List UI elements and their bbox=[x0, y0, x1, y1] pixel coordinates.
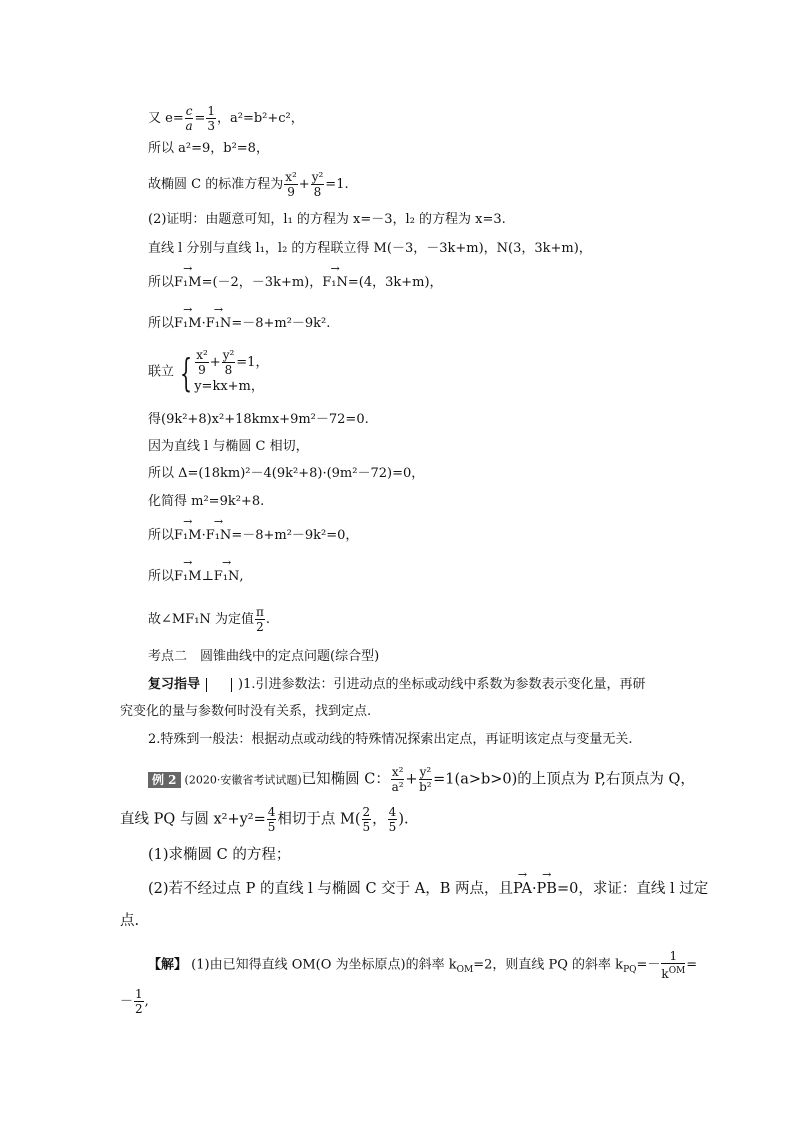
denominator: 8 bbox=[224, 363, 233, 377]
text: =1(a>b>0)的上顶点为 P,右顶点为 Q， bbox=[433, 771, 695, 788]
text: =1， bbox=[236, 355, 269, 370]
fraction bbox=[284, 170, 298, 199]
text: =－8+m²－9k²=0， bbox=[231, 528, 359, 543]
question-2 bbox=[148, 880, 708, 898]
superscript: OM bbox=[668, 966, 686, 976]
text: = bbox=[686, 957, 698, 973]
subscript: PQ bbox=[623, 965, 637, 976]
text: ， bbox=[372, 811, 387, 828]
solution-line bbox=[120, 987, 149, 1016]
text: , bbox=[239, 569, 244, 584]
question-1: (1)求椭圆 C 的方程； bbox=[148, 847, 291, 863]
denominator: 5 bbox=[267, 820, 276, 834]
denominator: 9 bbox=[198, 363, 206, 377]
text: 所以 bbox=[148, 528, 175, 543]
denominator: a² bbox=[391, 780, 404, 794]
example-line bbox=[120, 805, 409, 834]
vector: → F₁N bbox=[206, 315, 232, 333]
numerator: 1 bbox=[661, 949, 685, 964]
text-line: 因为直线 l 与椭圆 C 相切， bbox=[148, 439, 309, 454]
text: =2，则直线 PQ 的斜率 k bbox=[473, 957, 624, 973]
text: =－ bbox=[636, 957, 661, 973]
system-line: y=kx+m， bbox=[194, 379, 264, 394]
text-line bbox=[148, 274, 443, 292]
vector: → PA bbox=[513, 880, 532, 898]
denominator bbox=[661, 964, 685, 981]
denominator: 8 bbox=[313, 185, 322, 199]
text-line bbox=[148, 676, 646, 694]
text: )1.引进参数法：引进动点的坐标或动线中系数为参数表示变化量，再研 bbox=[238, 677, 646, 692]
system-lines bbox=[194, 348, 268, 397]
numerator: x² bbox=[285, 170, 297, 184]
text: ). bbox=[398, 811, 409, 828]
numerator: 4 bbox=[388, 805, 397, 819]
vector: → F₁M bbox=[174, 315, 202, 333]
text: 所以 bbox=[148, 316, 175, 331]
text-line bbox=[148, 315, 330, 333]
text: =0，求证：直线 l 过定 bbox=[556, 881, 709, 897]
text: 故椭圆 C 的标准方程为 bbox=[148, 177, 284, 192]
example-tag: 例 2 bbox=[148, 772, 181, 788]
numerator: 2 bbox=[362, 805, 371, 819]
fraction bbox=[222, 348, 236, 377]
fraction bbox=[419, 765, 433, 794]
numerator: π bbox=[255, 605, 264, 619]
vector: → F₁M bbox=[174, 274, 202, 292]
text: 故∠MF₁N 为定值 bbox=[148, 612, 254, 627]
text-line: 2.特殊到一般法：根据动点或动线的特殊情况探索出定点，再证明该定点与变量无关. bbox=[148, 732, 633, 747]
denominator: 3 bbox=[207, 119, 215, 133]
vector: → PB bbox=[537, 880, 557, 898]
denominator: 2 bbox=[256, 620, 264, 634]
vector: → F₁M bbox=[174, 527, 202, 545]
example-source: (2020·安徽省考试试题) bbox=[184, 773, 302, 787]
numerator: 4 bbox=[267, 805, 276, 819]
vector: → F₁N bbox=[206, 527, 232, 545]
numerator: y² bbox=[222, 348, 235, 362]
fraction bbox=[185, 104, 194, 133]
fraction bbox=[267, 805, 277, 834]
numerator: 1 bbox=[207, 104, 215, 118]
denominator: b² bbox=[419, 780, 432, 794]
fraction bbox=[391, 765, 405, 794]
brace: { bbox=[180, 350, 193, 395]
text: 联立 bbox=[148, 364, 175, 380]
denominator: 9 bbox=[287, 185, 295, 199]
numerator: y² bbox=[419, 765, 432, 779]
fraction bbox=[661, 949, 685, 981]
vector: → F₁N bbox=[322, 274, 348, 292]
text: =－8+m²－9k². bbox=[231, 316, 331, 331]
text: + bbox=[405, 771, 418, 788]
system-line bbox=[194, 348, 268, 377]
text: 直线 PQ 与圆 x²+y²= bbox=[120, 811, 266, 828]
text: + bbox=[298, 177, 310, 192]
text-line: 得(9k²+8)x²+18kmx+9m²－72=0. bbox=[148, 412, 369, 427]
text-line: 直线 l 分别与直线 l₁，l₂ 的方程联立得 M(－3，－3k+m)，N(3，3k+m)， bbox=[148, 241, 592, 256]
text: · bbox=[201, 528, 206, 543]
vector: → F₁N bbox=[214, 568, 240, 586]
text: ，a²=b²+c²， bbox=[217, 111, 304, 126]
text: · bbox=[531, 881, 537, 897]
text: － bbox=[120, 994, 134, 1009]
fraction bbox=[195, 348, 209, 377]
text-line: 所以 a²=9，b²=8， bbox=[148, 141, 269, 156]
fraction bbox=[362, 805, 372, 834]
equation-system bbox=[148, 348, 268, 397]
section-title: 考点二 圆锥曲线中的定点问题(综合型) bbox=[148, 649, 380, 664]
text-line bbox=[148, 104, 304, 133]
guide-label: 复习指导 bbox=[148, 677, 201, 692]
text: =(4，3k+m)， bbox=[347, 275, 443, 290]
text-line bbox=[148, 527, 358, 545]
text-line: (2)证明：由题意可知，l₁ 的方程为 x=－3，l₂ 的方程为 x=3. bbox=[148, 212, 506, 227]
text: 已知椭圆 C： bbox=[301, 771, 390, 788]
text: · bbox=[201, 316, 206, 331]
text: + bbox=[209, 355, 221, 370]
text-line bbox=[148, 605, 270, 634]
denominator-text: k bbox=[661, 967, 669, 981]
text: ⊥ bbox=[201, 569, 214, 584]
text: =(－2，－3k+m)， bbox=[201, 275, 323, 290]
text: . bbox=[265, 612, 270, 627]
question-2-cont: 点. bbox=[120, 913, 140, 929]
bracket-box bbox=[206, 678, 232, 692]
text-line bbox=[148, 568, 244, 586]
text: 所以 bbox=[148, 275, 175, 290]
numerator: x² bbox=[196, 348, 208, 362]
text: = bbox=[194, 111, 206, 126]
denominator: a bbox=[185, 119, 193, 133]
text: (2)若不经过点 P 的直线 l 与椭圆 C 交于 A，B 两点，且 bbox=[148, 881, 514, 897]
text-line bbox=[148, 170, 349, 199]
numerator: c bbox=[185, 104, 193, 118]
denominator: 2 bbox=[135, 1002, 143, 1016]
text-line: 所以 Δ=(18km)²－4(9k²+8)·(9m²－72)=0， bbox=[148, 466, 425, 481]
fraction bbox=[311, 170, 325, 199]
subscript: OM bbox=[456, 965, 474, 976]
text: 又 e= bbox=[148, 111, 184, 126]
denominator: 5 bbox=[388, 820, 397, 834]
solution-line bbox=[148, 949, 697, 981]
text: =1. bbox=[325, 177, 349, 192]
text: (1)由已知得直线 OM(O 为坐标原点)的斜率 k bbox=[191, 957, 457, 973]
fraction bbox=[255, 605, 265, 634]
denominator: 5 bbox=[362, 820, 371, 834]
numerator: 1 bbox=[135, 987, 143, 1001]
text-line: 化简得 m²=9k²+8. bbox=[148, 494, 265, 509]
fraction bbox=[206, 104, 216, 133]
text: 所以 bbox=[148, 569, 175, 584]
vector: → F₁M bbox=[174, 568, 202, 586]
solution-label: 【解】 bbox=[148, 957, 188, 973]
text-line: 究变化的量与参数何时没有关系，找到定点. bbox=[120, 704, 372, 719]
fraction bbox=[388, 805, 398, 834]
fraction bbox=[134, 987, 144, 1016]
numerator: y² bbox=[311, 170, 324, 184]
text: , bbox=[144, 994, 149, 1009]
text: 相切于点 M( bbox=[277, 811, 361, 828]
numerator: x² bbox=[391, 765, 404, 779]
example-line bbox=[148, 765, 695, 794]
